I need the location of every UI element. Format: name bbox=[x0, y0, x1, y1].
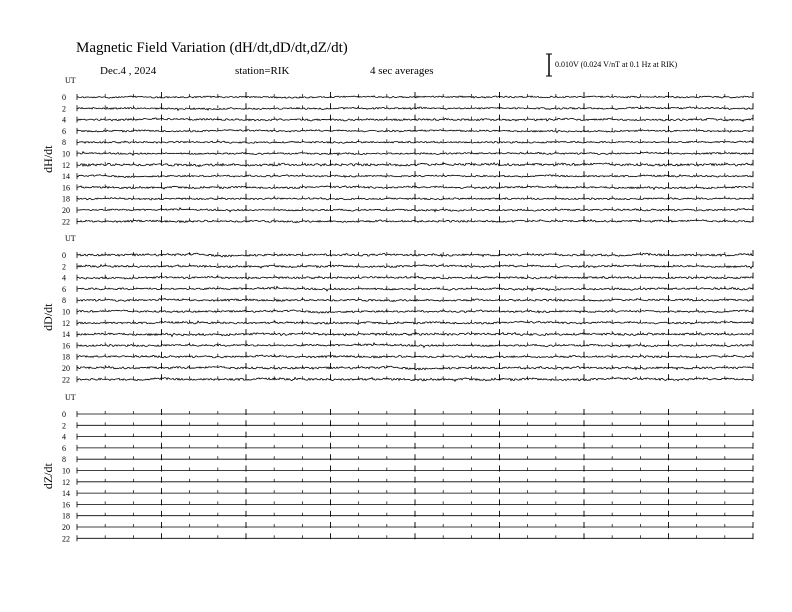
date-label: Dec.4 , 2024 bbox=[100, 65, 157, 77]
hour-label: 2 bbox=[62, 104, 66, 114]
hour-label: 8 bbox=[62, 138, 66, 148]
hour-label: 14 bbox=[62, 172, 70, 182]
hour-label: 16 bbox=[62, 500, 70, 510]
hour-label: 4 bbox=[62, 115, 66, 125]
hour-label: 16 bbox=[62, 341, 70, 351]
ut-label: UT bbox=[65, 234, 76, 243]
hour-label: 2 bbox=[62, 421, 66, 431]
hour-label: 18 bbox=[62, 194, 70, 204]
panels-group bbox=[41, 76, 753, 543]
hour-label: 12 bbox=[62, 318, 70, 328]
hour-label: 12 bbox=[62, 160, 70, 170]
station-label: station=RIK bbox=[235, 65, 290, 77]
averages-label: 4 sec averages bbox=[370, 65, 434, 77]
hour-label: 4 bbox=[62, 432, 66, 442]
ut-label: UT bbox=[65, 76, 76, 85]
hour-label: 4 bbox=[62, 273, 66, 283]
hour-label: 2 bbox=[62, 262, 66, 272]
hour-label: 18 bbox=[62, 352, 70, 362]
panel-ylabel: dH/dt bbox=[41, 145, 55, 173]
hour-label: 0 bbox=[62, 251, 66, 260]
hour-label: 14 bbox=[62, 330, 70, 340]
hour-label: 14 bbox=[62, 489, 70, 499]
hour-label: 20 bbox=[62, 206, 70, 215]
chart-title: Magnetic Field Variation (dH/dt,dD/dt,dZ/dt) bbox=[76, 40, 348, 56]
hour-label: 6 bbox=[62, 126, 66, 136]
hour-label: 10 bbox=[62, 307, 70, 317]
hour-label: 20 bbox=[62, 364, 70, 373]
panel-ylabel: dZ/dt bbox=[41, 463, 55, 490]
hour-label: 8 bbox=[62, 455, 66, 465]
hour-label: 6 bbox=[62, 443, 66, 453]
panel-ylabel: dD/dt bbox=[41, 303, 55, 331]
hour-label: 0 bbox=[62, 93, 66, 102]
hour-label: 22 bbox=[62, 375, 70, 385]
scale-label: 0.010V (0.024 V/nT at 0.1 Hz at RIK) bbox=[555, 60, 678, 69]
hour-label: 8 bbox=[62, 296, 66, 306]
hour-label: 0 bbox=[62, 410, 66, 419]
hour-label: 18 bbox=[62, 511, 70, 521]
hour-label: 20 bbox=[62, 523, 70, 532]
hour-label: 10 bbox=[62, 149, 70, 159]
hour-label: 6 bbox=[62, 284, 66, 294]
hour-label: 12 bbox=[62, 477, 70, 487]
hour-label: 10 bbox=[62, 466, 70, 476]
hour-label: 16 bbox=[62, 183, 70, 193]
ut-label: UT bbox=[65, 393, 76, 402]
hour-label: 22 bbox=[62, 217, 70, 227]
hour-label: 22 bbox=[62, 534, 70, 544]
